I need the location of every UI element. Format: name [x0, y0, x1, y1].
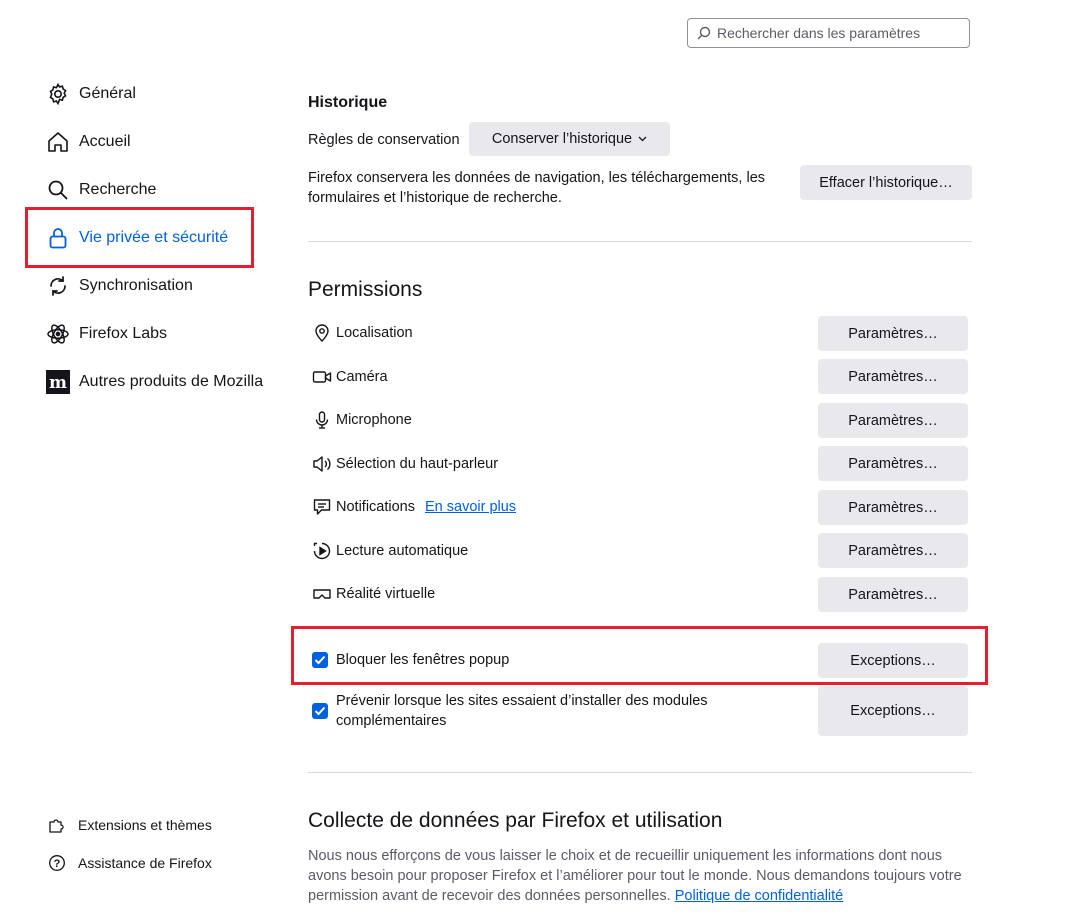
vr-icon: [312, 584, 332, 604]
permission-label: Sélection du haut-parleur: [336, 456, 499, 472]
sidebar-item-label: Firefox Labs: [79, 325, 168, 342]
sidebar-footer-label: Extensions et thèmes: [78, 817, 212, 833]
history-mode-value: Conserver l’historique: [491, 131, 633, 147]
sidebar-item-label: Vie privée et sécurité: [79, 229, 229, 246]
permission-label: Caméra: [336, 369, 388, 385]
search-icon: [46, 178, 70, 202]
clear-history-button[interactable]: Effacer l’historique…: [800, 165, 972, 200]
sync-icon: [46, 274, 70, 298]
history-description: Firefox conservera les données de navigation, les téléchargements, les formulaires et l’historique de recherche.: [308, 170, 766, 206]
sidebar-item-label: Synchronisation: [79, 277, 193, 294]
checkmark-icon: [314, 655, 326, 665]
speaker-icon: [312, 454, 332, 474]
section-divider: [308, 772, 972, 773]
location-icon: [312, 323, 332, 343]
sidebar-item-sync[interactable]: [46, 268, 193, 304]
puzzle-icon: [48, 816, 66, 834]
addons-exceptions-button[interactable]: Exceptions…: [818, 686, 968, 736]
block-popups-label: Bloquer les fenêtres popup: [336, 652, 510, 668]
checkmark-icon: [314, 706, 326, 716]
sidebar-item-mozilla-products[interactable]: [46, 364, 263, 400]
svg-text:m: m: [49, 373, 67, 393]
lock-icon: [46, 226, 70, 250]
permission-row-speaker: [312, 452, 498, 476]
sidebar-footer-support[interactable]: [48, 851, 212, 875]
gear-icon: [46, 82, 70, 106]
camera-icon: [312, 367, 332, 387]
permission-row-notifications: [312, 495, 516, 519]
svg-text:?: ?: [53, 858, 61, 870]
mozilla-icon: [46, 370, 70, 394]
section-divider: [308, 241, 972, 242]
speaker-settings-button[interactable]: Paramètres…: [818, 446, 968, 481]
sidebar-item-label: Général: [79, 85, 136, 102]
retention-rules-label: Règles de conservation: [308, 132, 460, 148]
permission-row-vr: [312, 582, 435, 606]
sidebar-item-general[interactable]: [46, 76, 136, 112]
microphone-settings-button[interactable]: Paramètres…: [818, 403, 968, 438]
vr-settings-button[interactable]: Paramètres…: [818, 577, 968, 612]
data-collection-heading: Collecte de données par Firefox et utilisation: [308, 809, 723, 832]
permissions-heading: Permissions: [308, 278, 423, 301]
history-mode-dropdown[interactable]: [469, 122, 670, 156]
notification-icon: [312, 497, 332, 517]
sidebar-item-label: Accueil: [79, 133, 131, 150]
autoplay-icon: [312, 541, 332, 561]
sidebar-item-home[interactable]: [46, 124, 131, 160]
data-collection-text: Nous nous efforçons de vous laisser le choix et de recueillir uniquement les informations dont nous avons besoin pour proposer Firefox et l’améliorer pour tout le monde. Nous demandons toujours votre permission avant de recevoir des données personnelles.: [308, 848, 962, 904]
labs-icon: [46, 322, 70, 346]
privacy-policy-link[interactable]: Politique de confidentialité: [674, 888, 844, 904]
learn-more-link[interactable]: En savoir plus: [424, 499, 517, 515]
help-icon: [48, 854, 66, 872]
permission-label: Réalité virtuelle: [336, 586, 436, 602]
addons-warning-checkbox[interactable]: [312, 703, 328, 719]
block-popups-checkbox[interactable]: [312, 652, 328, 668]
permission-label: Localisation: [336, 325, 413, 341]
sidebar-item-firefox-labs[interactable]: [46, 316, 167, 352]
permission-row-autoplay: [312, 539, 468, 563]
microphone-icon: [312, 410, 332, 430]
search-box[interactable]: [687, 18, 970, 48]
permission-row-camera: [312, 365, 388, 389]
history-heading: Historique: [308, 94, 388, 111]
location-settings-button[interactable]: Paramètres…: [818, 316, 968, 351]
sidebar-item-privacy-security[interactable]: [46, 220, 228, 256]
search-icon: [697, 26, 711, 40]
sidebar-item-label: Recherche: [79, 181, 157, 198]
sidebar-footer-label: Assistance de Firefox: [78, 855, 212, 871]
sidebar-footer-extensions[interactable]: [48, 813, 212, 837]
permission-row-location: [312, 321, 413, 345]
permission-label: Lecture automatique: [336, 543, 469, 559]
sidebar-item-search[interactable]: [46, 172, 156, 208]
permission-row-microphone: [312, 408, 412, 432]
camera-settings-button[interactable]: Paramètres…: [818, 359, 968, 394]
autoplay-settings-button[interactable]: Paramètres…: [818, 533, 968, 568]
home-icon: [46, 130, 70, 154]
data-collection-description: [308, 846, 972, 906]
popup-exceptions-button[interactable]: Exceptions…: [818, 643, 968, 678]
search-input[interactable]: [717, 25, 969, 41]
addons-warning-label: Prévenir lorsque les sites essaient d’installer des modules complémentaires: [336, 693, 708, 729]
permission-label: Microphone: [336, 412, 412, 428]
notifications-settings-button[interactable]: Paramètres…: [818, 490, 968, 525]
chevron-down-icon: [638, 136, 647, 142]
permission-label: Notifications: [336, 499, 415, 515]
sidebar-item-label: Autres produits de Mozilla: [79, 373, 264, 390]
